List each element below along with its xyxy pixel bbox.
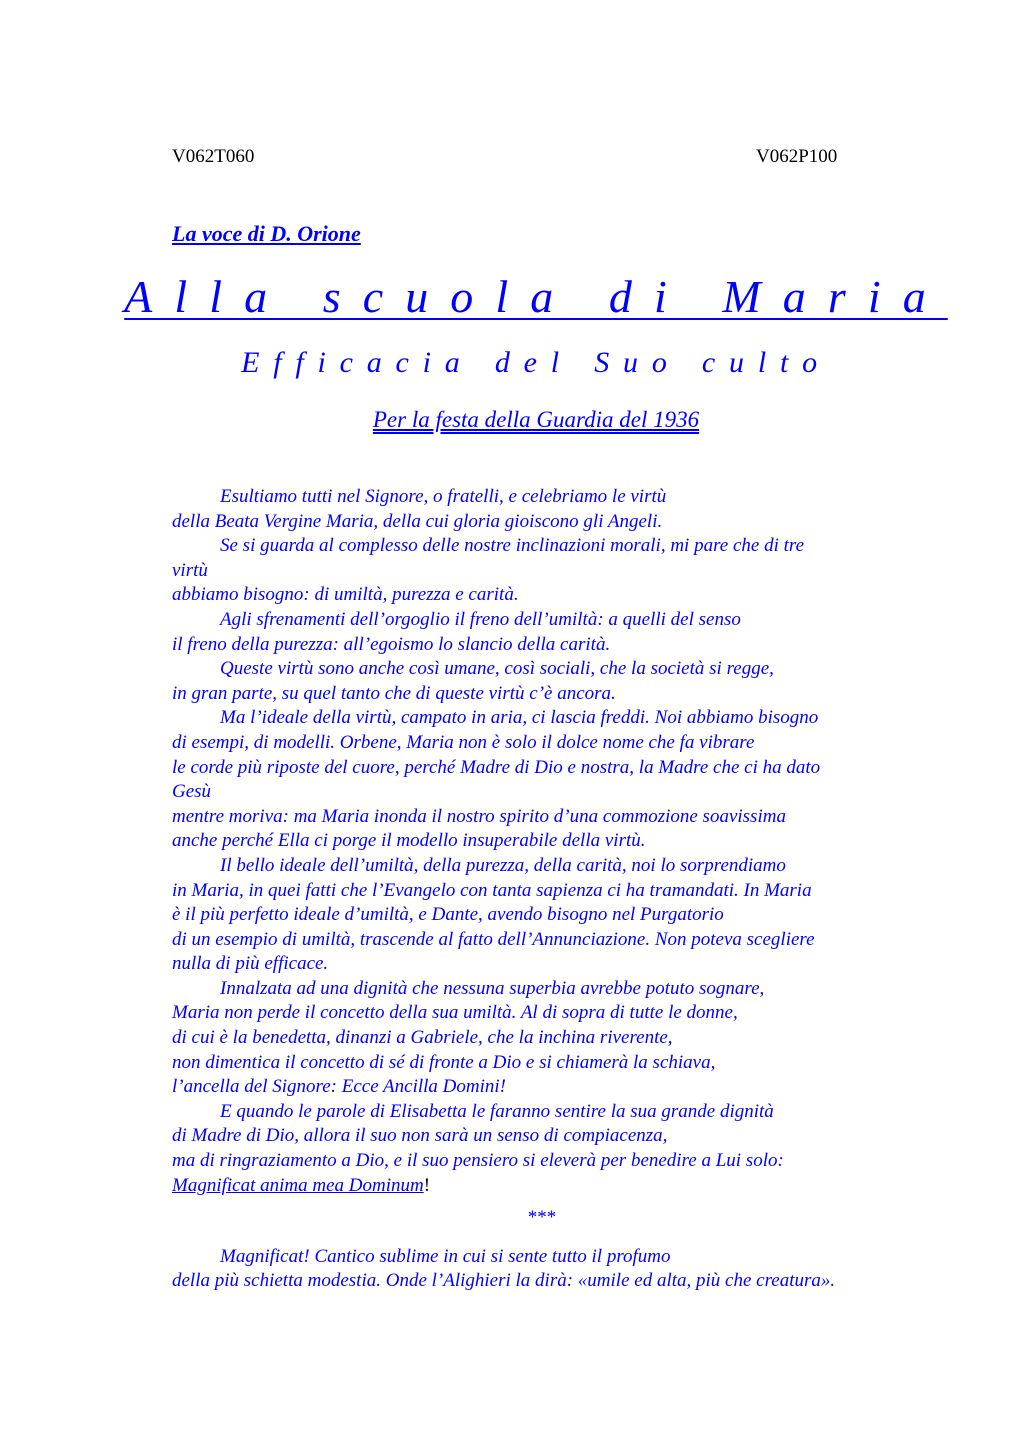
header-right-code: V062P100 [756,146,838,167]
page-title: Alla scuola di Maria [124,271,948,322]
body-text [172,485,912,1294]
body-line: in Maria, in quei fatti che l’Evangelo con tanta sapienza ci ha tramandati. In Maria [172,879,812,901]
body-line: Gesù [172,781,212,803]
body-line: Magnificat! Cantico sublime in cui si sente tutto il profumo [220,1245,671,1267]
body-line: il freno della purezza: all’egoismo lo slancio della carità. [172,633,611,655]
body-line: in gran parte, su quel tanto che di queste virtù c’è ancora. [172,682,616,704]
body-line: di cui è la benedetta, dinanzi a Gabriele, che la inchina riverente, [172,1027,673,1049]
body-line: è il più perfetto ideale d’umiltà, e Dante, avendo bisogno nel Purgatorio [172,904,724,926]
body-line: mentre moriva: ma Maria inonda il nostro spirito d’una commozione soavissima [172,805,786,827]
occasion-heading: Per la festa della Guardia del 1936 [372,407,700,432]
body-line: E quando le parole di Elisabetta le faranno sentire la sua grande dignità [220,1100,774,1122]
body-line: l’ancella del Signore: Ecce Ancilla Domini! [172,1076,506,1098]
body-line: anche perché Ella ci porge il modello insuperabile della virtù. [172,830,646,852]
body-line: Se si guarda al complesso delle nostre inclinazioni morali, mi pare che di tre [220,535,805,557]
body-line: di Madre di Dio, allora il suo non sarà un senso di compiacenza, [172,1125,668,1147]
body-line: Esultiamo tutti nel Signore, o fratelli, e celebriamo le virtù [220,486,667,507]
body-line: Maria non perde il concetto della sua umiltà. Al di sopra di tutte le donne, [172,1002,738,1024]
kicker-heading: La voce di D. Orione [172,221,361,246]
magnificat-exclamation: ! [423,1174,431,1196]
body-line: Ma l’ideale della virtù, campato in aria, ci lascia freddi. Noi abbiamo bisogno [220,707,819,729]
body-line: abbiamo bisogno: di umiltà, purezza e carità. [172,584,519,606]
body-line: nulla di più efficace. [172,953,329,975]
body-line: di esempi, di modelli. Orbene, Maria non è solo il dolce nome che fa vibrare [172,731,755,753]
body-line: della più schietta modestia. Onde l’Alighieri la dirà: «umile ed alta, più che creatura». [172,1270,836,1292]
body-line: non dimentica il concetto di sé di fronte a Dio e si chiamerà la schiava, [172,1051,716,1073]
body-line: di un esempio di umiltà, trascende al fatto dell’Annunciazione. Non poteva scegliere [172,928,815,950]
body-line: Innalzata ad una dignità che nessuna superbia avrebbe potuto sognare, [220,977,765,999]
body-line: le corde più riposte del cuore, perché Madre di Dio e nostra, la Madre che ci ha dato [172,756,821,778]
body-line: Queste virtù sono anche così umane, così sociali, che la società si regge, [220,658,774,680]
body-line: Agli sfrenamenti dell’orgoglio il freno dell’umiltà: a quelli del senso [220,608,741,630]
magnificat-line [172,1174,912,1199]
body-line: virtù [172,559,208,581]
body-line: ma di ringraziamento a Dio, e il suo pensiero si eleverà per benedire a Lui solo: [172,1150,784,1172]
body-line: Il bello ideale dell’umiltà, della purezza, della carità, noi lo sorprendiamo [220,854,786,876]
body-line: della Beata Vergine Maria, della cui gloria gioiscono gli Angeli. [172,510,663,532]
header-left-code: V062T060 [172,146,255,167]
magnificat-link[interactable]: Magnificat anima mea Dominum [172,1174,424,1196]
page-subtitle: Efficacia del Suo culto [241,346,831,379]
section-separator: *** [527,1207,557,1229]
